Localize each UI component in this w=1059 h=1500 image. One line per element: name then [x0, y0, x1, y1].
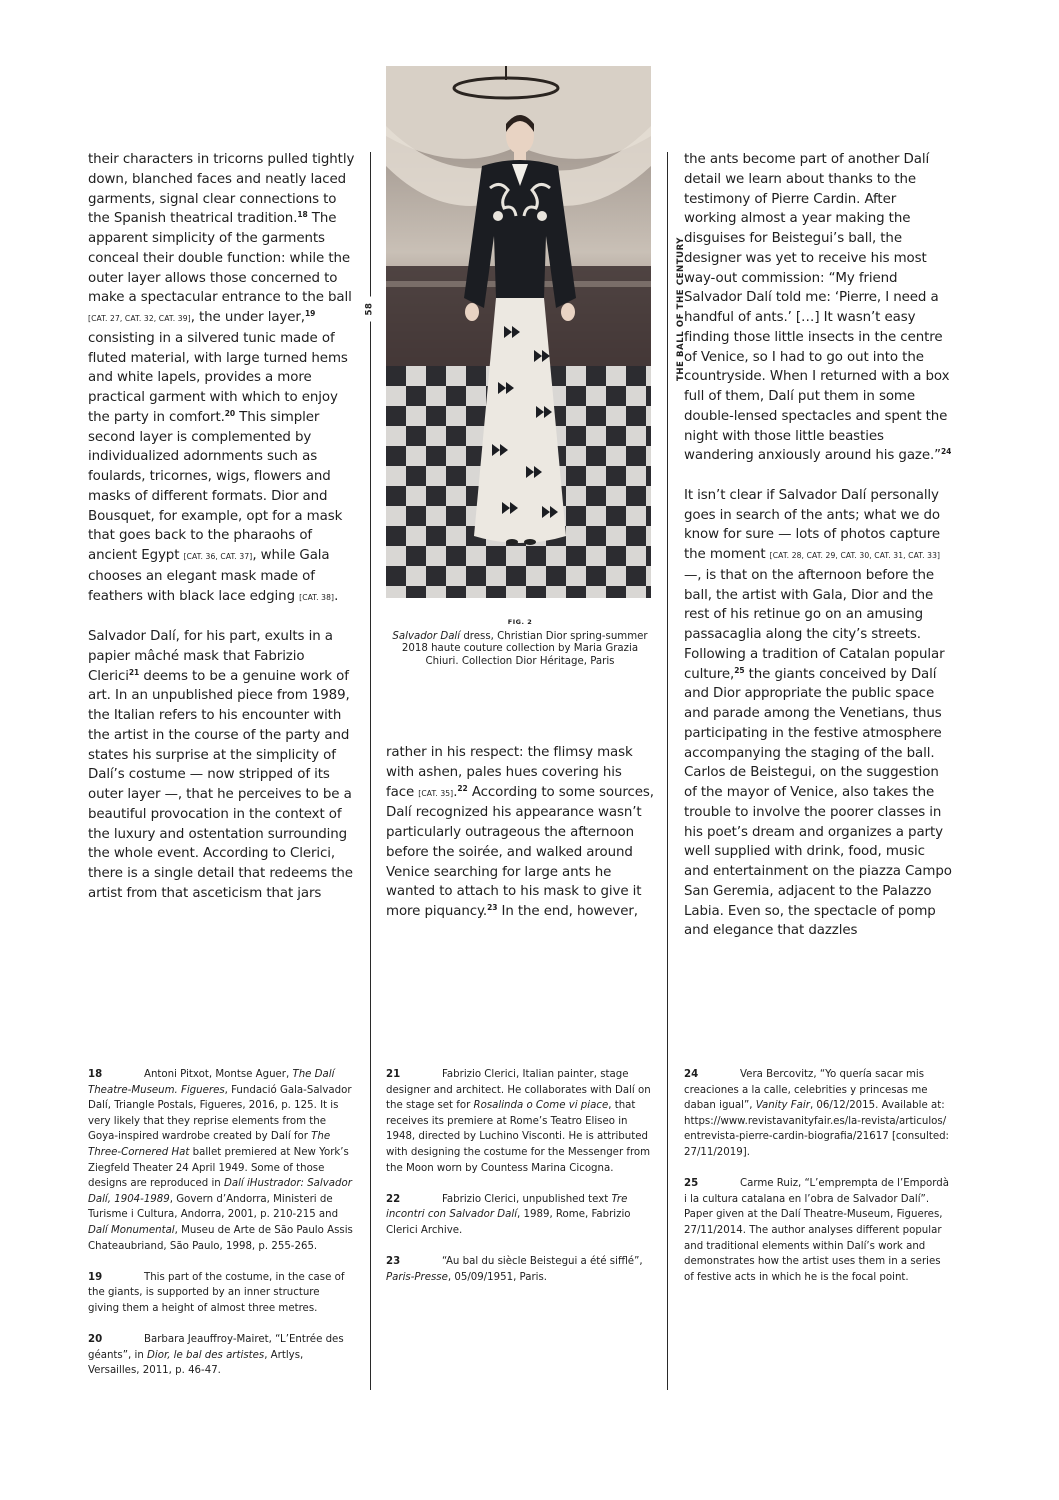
caption-title: Salvador Dalí — [392, 630, 461, 642]
paragraph: rather in his respect: the flimsy mask with ashen, pales hues covering his face [CAT. 35].$^{22}$ According to some sources, Dalí recognized his appearance wasn’t particularly outrageous the afternoon before the soirée, and walked around Venice searching for large ants he wanted to attach to his mask to give it more piquancy.$^{23}$ In the end, however, — [386, 745, 654, 919]
catalogue-ref: [CAT. 28, CAT. 29, CAT. 30, CAT. 31, CAT. 33] — [769, 551, 941, 560]
paragraph: It isn’t clear if Salvador Dalí personally goes in search of the ants; what we do know for sure — lots of photos capture the moment [CAT. 28, CAT. 29, CAT. 30, CAT. 31, CAT. 33] —, is that on the afternoon before the ball, the artist with Gala, Dior and the rest of his retinue go on an amusing passacaglia along the city’s streets. Following a tradition of Catalan popular culture,$^{25}$ the giants conceived by Dalí and Dior appropriate the public space and parade among the Venetians, thus participating in the festive atmosphere accompanying the staging of the ball. Carlos de Beistegui, on the suggestion of the mayor of Venice, also takes the trouble to involve the poorer classes in his poet’s dream and organizes a party well supplied with drink, food, music and entertainment on the piazza Campo San Geremia, adjacent to the Palazzo Labia. Even so, the spectacle of pomp and elegance that dazzles — [684, 487, 952, 939]
runway-photo-illustration — [386, 66, 651, 598]
footnote-number: 19 — [88, 1271, 103, 1283]
caption-text: dress, Christian Dior spring-summer 2018 haute couture collection by Maria Grazia Chiuri. Collection Dior Héritage, Paris — [401, 630, 648, 667]
footnote-ref[interactable]: 21 — [128, 667, 140, 677]
footnotes-column-3 — [684, 1067, 952, 1285]
footnote-ref[interactable]: 19 — [304, 309, 316, 318]
runway-photo — [386, 66, 651, 598]
paragraph: their characters in tricorns pulled tightly down, blanched faces and neatly laced garments, signal clear connections to the Spanish theatrical tradition.$^{18}$ The apparent simplicity of the garments conceal their double function: while the outer layer allows those concerned to make a spectacular entrance to the ball [CAT. 27, CAT. 32, CAT. 39], the under layer,$^{19}$ consisting in a silvered tunic made of fluted material, with large turned hems and white lapels, provides a more practical garment with which to enjoy the party in comfort.$^{20}$ This simpler second layer is complemented by individualized adornments such as foulards, tricornes, wigs, flowers and masks of different formats. Dior and Bousquet, for example, opt for a mask that goes back to the pharaohs of ancient Egypt [CAT. 36, CAT. 37], while Gala chooses an elegant mask made of feathers with black lace edging [CAT. 38]. — [88, 152, 355, 604]
footnote-number: 21 — [386, 1069, 401, 1080]
footnote-ref[interactable]: 24 — [941, 447, 952, 457]
figure-label: FIG. 2 — [507, 618, 533, 626]
text-column-2 — [386, 743, 654, 922]
paragraph: Salvador Dalí, for his part, exults in a papier mâché mask that Fabrizio Clerici$^{21}$ deems to be a genuine work of art. In an unpublished piece from 1989, the Italian refers to his encounter with the artist in the course of the party and states his surprise at the simplicity of Dalí’s costume — now stripped of its outer layer —, that he perceives to be a beautiful provocation in the context of the luxury and ostentation surrounding the whole event. According to Clerici, there is a single detail that redeems the artist from that asceticism that jars — [88, 629, 353, 901]
footnote-21: 21 Fabrizio Clerici, Italian painter, stage designer and architect. He collaborates with Dalí on the stage set for Rosalinda o Come vi piace, that receives its premiere at Rome’s Teatro Eliseo in 1948, directed by Luchino Visconti. He is attributed with designing the costume for the Messenger from the Moon worn by Countess Marina Cicogna. — [386, 1069, 651, 1174]
footnote-ref[interactable]: 20 — [224, 408, 236, 418]
footnote-number: 24 — [684, 1069, 699, 1080]
footnote-ref[interactable]: 25 — [734, 665, 745, 675]
footnote-number: 22 — [386, 1193, 401, 1205]
footnote-number: 23 — [386, 1256, 401, 1268]
text-column-3 — [684, 150, 952, 941]
paragraph: the ants become part of another Dalí detail we learn about thanks to the testimony of Pierre Cardin. After working almost a year making the disguises for Beistegui’s ball, the designer was yet to receive his most way-out commission: “My friend Salvador Dalí told me: ‘Pierre, I need a handful of ants.’ […] It wasn’t easy finding those little insects in the centre of Venice, so I had to go out into the countryside. When I returned with a box full of them, Dalí put them in some double-lensed spectacles and spent the night with those little beasties wandering anxiously around his gaze.”$^{24}$ — [684, 152, 952, 464]
footnotes-column-1 — [88, 1067, 353, 1379]
footnote-19: 19 This part of the costume, in the case of the giants, is supported by an inner structure giving them a height of almost three metres. — [88, 1271, 345, 1314]
footnote-ref[interactable]: 18 — [297, 210, 308, 220]
column-rule-right — [667, 152, 668, 1390]
footnote-ref[interactable]: 22 — [457, 783, 468, 793]
figure-caption — [386, 616, 654, 668]
footnote-25: 25 Carme Ruiz, “L’emprempta de l’Empordà i la cultura catalana en l’obra de Salvador Dalí”. Paper given at the Dalí Theatre-Museum, Figueres, 27/11/2014. The author analyses different popular and traditional elements within Dalí’s work and demonstrates how the artist uses them in a series of festive acts in which he is the focal point. — [684, 1178, 949, 1283]
catalogue-ref: [CAT. 38] — [299, 592, 335, 602]
footnote-24: 24 Vera Bercovitz, “Yo quería sacar mis creaciones a la calle, celebrities y princesas me daban igual”, Vanity Fair, 06/12/2015. Available at: https://www.revistavanityfair.es/la-revista/articulos/entrevista-pierre-cardin-biografia/21617 [consulted: 27/11/2019]. — [684, 1069, 949, 1158]
footnote-18: 18 Antoni Pitxot, Montse Aguer, The Dalí Theatre-Museum. Figueres, Fundació Gala-Salvador Dalí, Triangle Postals, Figueres, 2016, p. 125. It is very likely that they reprise elements from the Goya-inspired wardrobe created by Dalí for The Three-Cornered Hat ballet premiered at New York’s Ziegfeld Theater 24 April 1949. Some of those designs are reproduced in Dalí iHustrador: Salvador Dalí, 1904-1989, Govern d’Andorra, Ministeri de Turisme i Cultura, Andorra, 2001, p. 210-215 and Dalí Monumental, Museu de Arte de São Paulo Assis Chateaubriand, São Paulo, 1998, p. 255-265. — [88, 1069, 353, 1252]
footnote-ref[interactable]: 23 — [487, 903, 498, 912]
column-rule-left — [370, 152, 371, 1390]
footnotes-column-2 — [386, 1067, 651, 1285]
catalogue-ref: [CAT. 27, CAT. 32, CAT. 39] — [88, 314, 191, 323]
page-number: 58 — [365, 296, 375, 321]
footnote-number: 25 — [684, 1178, 699, 1190]
catalogue-ref: [CAT. 36, CAT. 37] — [183, 552, 253, 561]
footnote-22: 22 Fabrizio Clerici, unpublished text Tre incontri con Salvador Dalí, 1989, Rome, Fabrizio Clerici Archive. — [386, 1193, 631, 1236]
catalogue-ref: [CAT. 35] — [418, 788, 454, 798]
text-column-1 — [88, 150, 358, 904]
running-title: THE BALL OF THE CENTURY — [676, 231, 686, 387]
footnote-number: 20 — [88, 1334, 103, 1346]
footnote-number: 18 — [88, 1069, 103, 1080]
footnote-23: 23 “Au bal du siècle Beistegui a été sifflé”, Paris-Presse, 05/09/1951, Paris. — [386, 1256, 643, 1283]
footnote-20: 20 Barbara Jeauffroy-Mairet, “L’Entrée des géants”, in Dior, le bal des artistes, Artlys, Versailles, 2011, p. 46-47. — [88, 1334, 344, 1377]
